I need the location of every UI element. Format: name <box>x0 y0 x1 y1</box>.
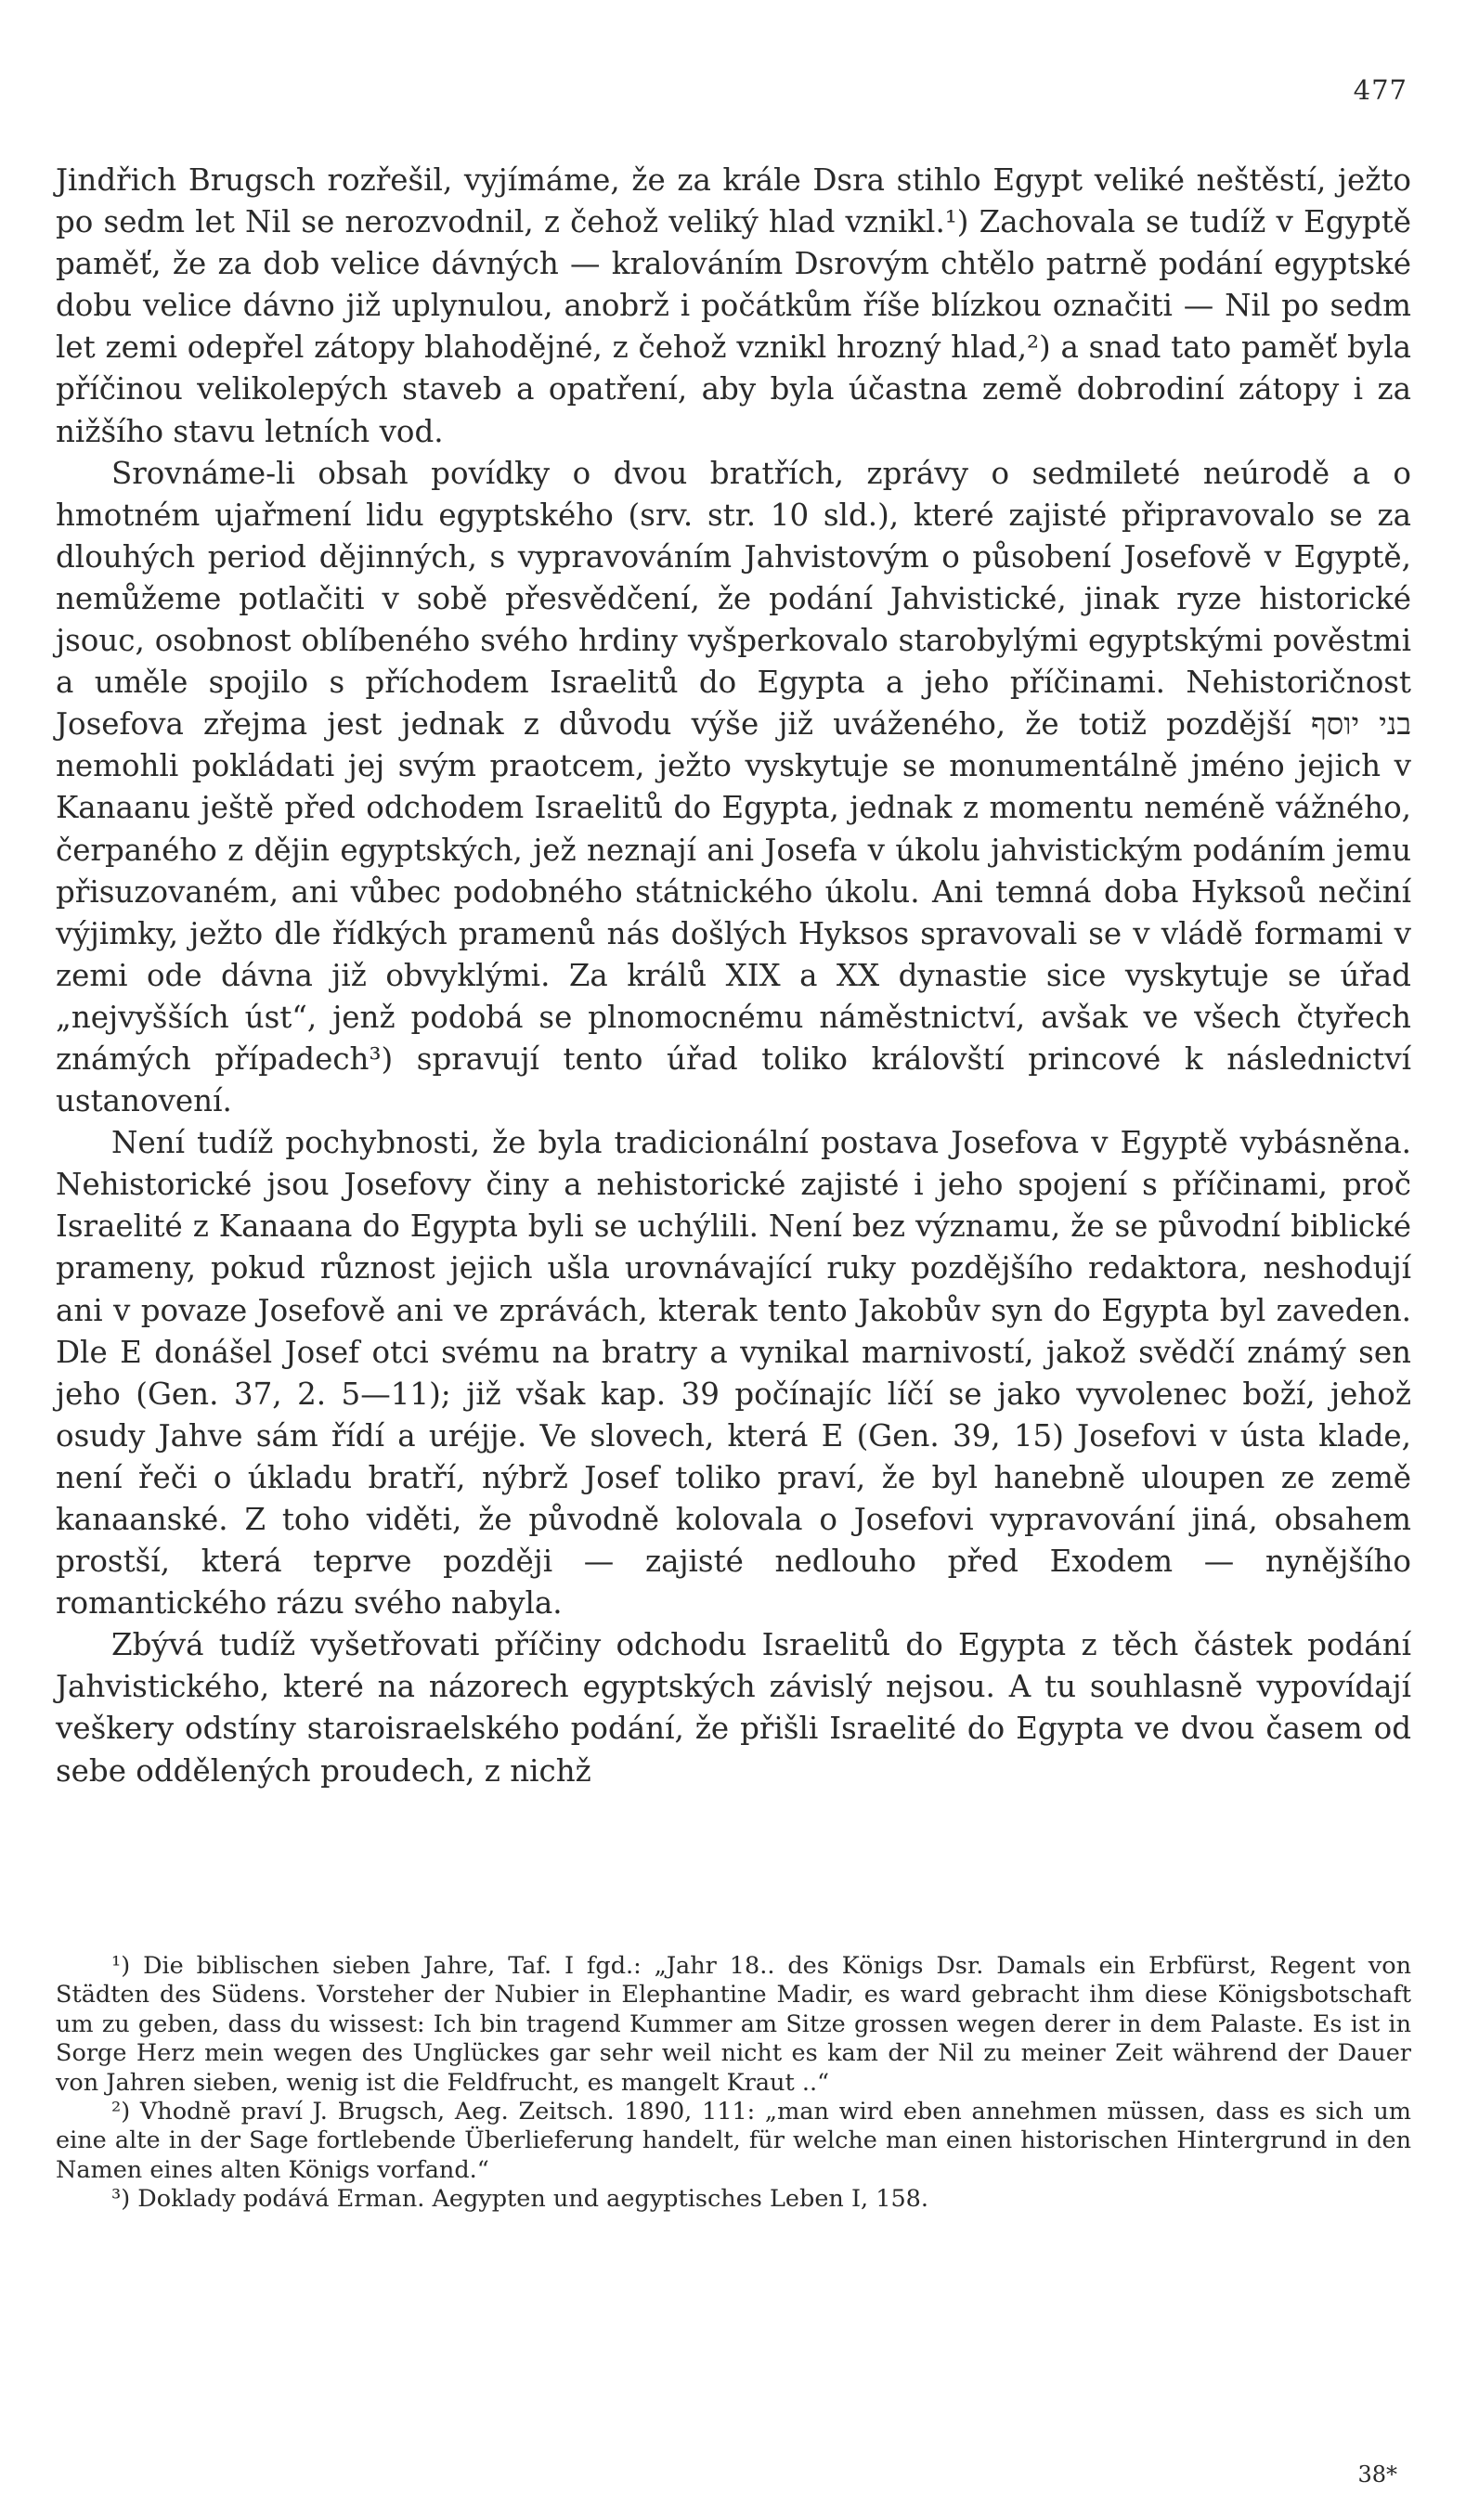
footnotes <box>56 1952 1411 2215</box>
paragraph-3: Není tudíž pochybnosti, že byla tradicionální postava Josefova v Egyptě vybásněna. Nehistorické jsou Josefovy činy a nehistorické zajisté i jeho spojení s příčinami, proč Israelité z Kanaana do Egypta byli se uchýlili. Není bez významu, že se původní biblické prameny, pokud různost jejich ušla urovnávající ruky pozdějšího redaktora, neshodují ani v povaze Josefově ani ve zprávách, kterak tento Jakobův syn do Egypta byl zaveden. Dle E donášel Josef otci svému na bratry a vynikal marnivostí, jakož svědčí známý sen jeho (Gen. 37, 2. 5—11); již však kap. 39 počínajíc líčí se jako vyvolenec boží, jehož osudy Jahve sám řídí a uréjje. Ve slovech, která E (Gen. 39, 15) Josefovi v ústa klade, není řeči o úkladu bratří, nýbrž Josef toliko praví, že byl hanebně uloupen ze země kanaanské. Z toho viděti, že původně kolovala o Josefovi vypravování jiná, obsahem prostší, která teprve později — zajisté nedlouho před Exodem — nynějšího romantického rázu svého nabyla. <box>56 1125 1411 1622</box>
signature-mark: 38* <box>1357 2462 1397 2488</box>
footnote-3: ³) Doklady podává Erman. Aegypten und aegyptisches Leben I, 158. <box>111 2185 929 2214</box>
body-text <box>56 160 1411 1792</box>
page-number: 477 <box>1353 74 1408 106</box>
paragraph-1: Jindřich Brugsch rozřešil, vyjímáme, že za krále Dsra stihlo Egypt veliké neštěstí, ježto po sedm let Nil se nerozvodnil, z čehož veliký hlad vznikl.¹) Zachovala se tudíž v Egyptě paměť, že za dob velice dávných — kralováním Dsrovým chtělo patrně podání egyptské dobu velice dávno již uplynulou, anobrž i počátkům říše blízkou označiti — Nil po sedm let zemi odepřel zátopy blahodějné, z čehož vznikl hrozný hlad,²) a snad tato paměť byla příčinou velikolepých staveb a opatření, aby byla účastna země dobrodiní zátopy i za nižšího stavu letních vod. <box>56 162 1411 449</box>
footnote-2: ²) Vhodně praví J. Brugsch, Aeg. Zeitsch. 1890, 111: „man wird eben annehmen müssen, dass es sich um eine alte in der Sage fortlebende Überlieferung handelt, für welche man einen historischen Hintergrund in den Namen eines alten Königs vorfand.“ <box>56 2098 1411 2184</box>
footnote-1: ¹) Die biblischen sieben Jahre, Taf. I fgd.: „Jahr 18.. des Königs Dsr. Damals ein Erbfürst, Regent von Städten des Südens. Vorsteher der Nubier in Elephantine Madir, es ward gebracht ihm diese Königsbotschaft um zu geben, dass du wissest: Ich bin tragend Kummer am Sitze grossen wegen derer in dem Palaste. Es ist in Sorge Herz mein wegen des Unglückes gar sehr weil nicht es kam der Nil zu meiner Zeit während der Dauer von Jahren sieben, wenig ist die Feldfrucht, es mangelt Kraut ..“ <box>56 1952 1411 2097</box>
paragraph-4: Zbývá tudíž vyšetřovati příčiny odchodu Israelitů do Egypta z těch částek podání Jahvistického, které na názorech egyptských závislý nejsou. A tu souhlasně vypovídají veškery odstíny staroisraelského podání, že přišli Israelité do Egypta ve dvou časem od sebe oddělených proudech, z nichž <box>56 1627 1411 1789</box>
paragraph-2: Srovnáme-li obsah povídky o dvou bratřích, zprávy o sedmileté neúrodě a o hmotném ujařmení lidu egyptského (srv. str. 10 sld.), které zajisté připravovalo se za dlouhých period dějinných, s vypravováním Jahvistovým o působení Josefově v Egyptě, nemůžeme potlačiti v sobě přesvědčení, že podání Jahvistické, jinak ryze historické jsouc, osobnost oblíbeného svého hrdiny vyšperkovalo starobylými egyptskými pověstmi a uměle spojilo s příchodem Israelitů do Egypta a jeho příčinami. Nehistoričnost Josefova zřejma jest jednak z důvodu výše již uváženého, že totiž pozdější בני יוסף nemohli pokládati jej svým praotcem, ježto vyskytuje se monumentálně jméno jejich v Kanaanu ještě před odchodem Israelitů do Egypta, jednak z momentu neméně vážného, čerpaného z dějin egyptských, jež neznají ani Josefa v úkolu jahvistickým podáním jemu přisuzovaném, ani vůbec podobného státnického úkolu. Ani temná doba Hyksoů nečiní výjimky, ježto dle řídkých pramenů nás došlých Hyksos spravovali se v vládě formami v zemi ode dávna již obvyklými. Za králů XIX a XX dynastie sice vyskytuje se úřad „nejvyšších úst“, jenž podobá se plnomocnému náměstnictví, avšak ve všech čtyřech známých případech³) spravují tento úřad toliko královští princové k následnictví ustanovení. <box>56 455 1411 1119</box>
